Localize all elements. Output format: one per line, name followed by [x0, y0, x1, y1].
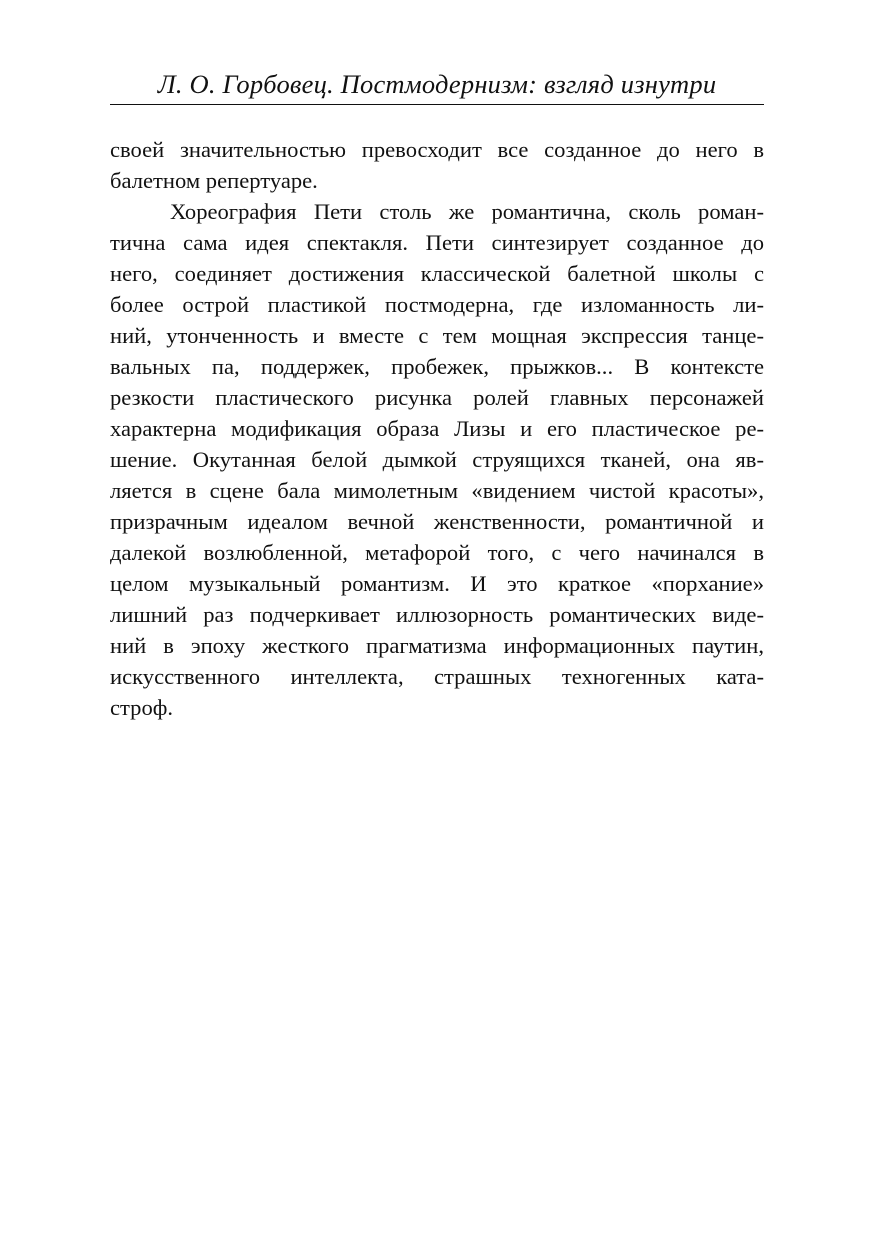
text-line: ний, утонченность и вместе с тем мощная экспрессия танце-	[110, 323, 764, 348]
text-line: призрачным идеалом вечной женственности, романтичной и	[110, 509, 764, 534]
text-line: своей значительностью превосходит все созданное до него в	[110, 137, 764, 162]
text-line: ляется в сцене бала мимолетным «видением чистой красоты»,	[110, 478, 764, 503]
text-line: балетном репертуаре.	[110, 168, 318, 193]
text-line: далекой возлюбленной, метафорой того, с чего начинался в	[110, 540, 764, 565]
text-line: строф.	[110, 695, 174, 720]
text-line: целом музыкальный романтизм. И это краткое «порхание»	[110, 571, 764, 596]
text-line: вальных па, поддержек, пробежек, прыжков... В контексте	[110, 354, 764, 379]
text-line: ний в эпоху жесткого прагматизма информационных паутин,	[110, 633, 764, 658]
text-line: характерна модификация образа Лизы и его пластическое ре-	[110, 416, 764, 441]
text-line: резкости пластического рисунка ролей главных персонажей	[110, 385, 764, 410]
text-line: искусственного интеллекта, страшных техногенных ката-	[110, 664, 764, 689]
text-line: Хореография Пети столь же романтична, сколь роман-	[170, 199, 764, 224]
paragraph-2	[110, 196, 764, 723]
text-line: него, соединяет достижения классической балетной школы с	[110, 261, 764, 286]
body-text	[110, 134, 764, 723]
header-rule	[110, 104, 764, 105]
text-line: тична сама идея спектакля. Пети синтезирует созданное до	[110, 230, 764, 255]
text-line: лишний раз подчеркивает иллюзорность романтических виде-	[110, 602, 764, 627]
text-line: более острой пластикой постмодерна, где изломанность ли-	[110, 292, 764, 317]
book-page	[110, 0, 764, 723]
text-line: шение. Окутанная белой дымкой струящихся тканей, она яв-	[110, 447, 764, 472]
paragraph-1	[110, 134, 764, 196]
running-head: Л. О. Горбовец. Постмодернизм: взгляд изнутри	[157, 69, 717, 99]
